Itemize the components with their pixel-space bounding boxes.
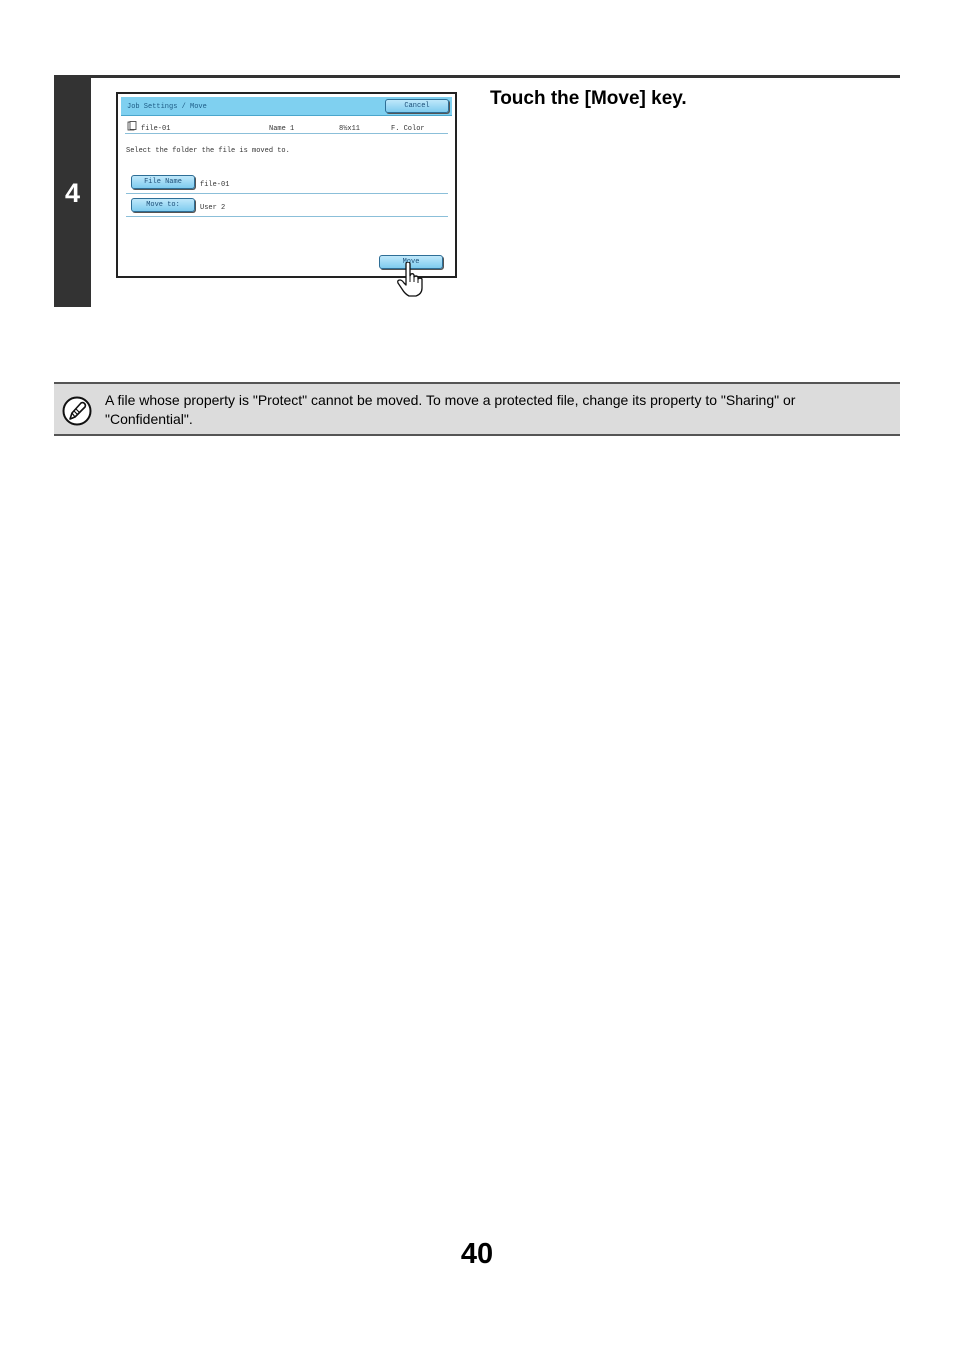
- file-name-row: [126, 171, 448, 194]
- move-button[interactable]: Move: [379, 255, 443, 269]
- pencil-note-icon: [62, 396, 92, 426]
- step-number: 4: [64, 178, 81, 208]
- move-to-row: [126, 194, 448, 217]
- note-box: [54, 382, 900, 436]
- user-name: Name 1: [269, 125, 295, 133]
- pointing-hand-icon: [396, 262, 428, 298]
- instruction-text: Select the folder the file is moved to.: [126, 147, 290, 155]
- file-icon: [127, 121, 137, 131]
- note-text: A file whose property is "Protect" cannot be moved. To move a protected file, change its property to "Sharing" or "Confidential".: [105, 392, 796, 427]
- step-title: Touch the [Move] key.: [490, 88, 687, 109]
- move-to-button[interactable]: Move to:: [131, 198, 195, 212]
- screen-titlebar: [121, 97, 452, 116]
- cancel-button[interactable]: Cancel: [385, 99, 449, 113]
- page-number: 40: [460, 1238, 494, 1270]
- paper-size: 8½x11: [339, 125, 361, 133]
- file-name: file-01: [141, 125, 171, 133]
- touch-panel-screen: [116, 92, 457, 278]
- move-to-value: User 2: [200, 204, 226, 212]
- step-divider: [54, 75, 900, 78]
- file-name-button[interactable]: File Name: [131, 175, 195, 189]
- screen-title: Job Settings / Move: [127, 103, 207, 111]
- color-mode: F. Color: [391, 125, 425, 133]
- file-info-row: [125, 119, 448, 134]
- file-name-value: file-01: [200, 181, 230, 189]
